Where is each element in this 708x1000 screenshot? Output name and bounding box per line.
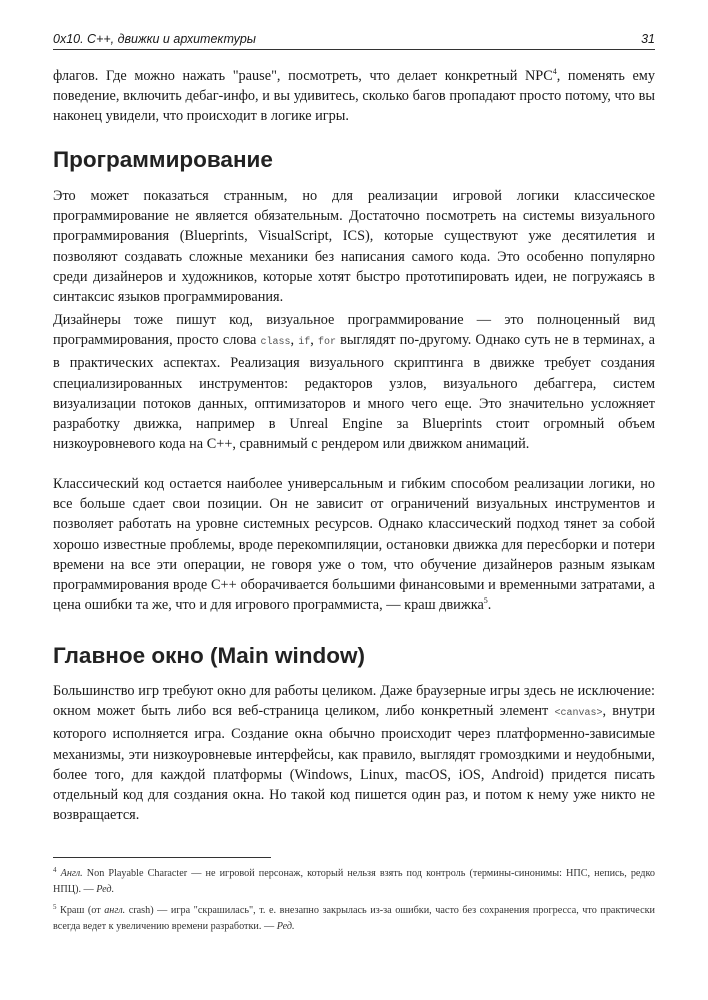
chapter-title: 0x10. C++, движки и архитектуры xyxy=(53,32,256,46)
programming-paragraph-2: Дизайнеры тоже пишут код, визуальное программирование — это полноценный вид программирования, просто слова class, if, for выглядят по-другому. Однако суть не в терминах, а в практических аспектах. Реализация визуального скриптинга в движке требует создания специализированных инструментов: редакторов узлов, визуального дебаггера, систем визуализации потоков данных, оптимизаторов и много чего еще. Это значительно усложняет разработку движка, например в Unreal Engine за Blueprints стоит огромный объем низкоуровневого кода на C++, сравнимый с рендером или движком анимаций. xyxy=(53,312,655,453)
heading-main-window: Главное окно (Main window) xyxy=(53,643,365,668)
footnote-divider xyxy=(53,857,271,858)
code-canvas: <canvas> xyxy=(554,708,603,720)
code-for: for xyxy=(318,337,337,349)
main-window-paragraph: Большинство игр требуют окно для работы целиком. Даже браузерные игры здесь не исключение: окном может быть либо вся веб-страница целиком, либо конкретный элемент <canvas>, внутри которого исполняется игра. Создание окна обычно происходит через платформенно-зависимые механизмы, эти низкоуровневые интерфейсы, как правило, выглядят громоздкими и неудобными, более того, для каждой платформы (Windows, Linux, macOS, iOS, Android) придется писать отдельный код для создания окна. Но такой код пишется один раз, и потом к нему уже никто не возвращается. xyxy=(53,683,655,824)
page-number: 31 xyxy=(641,32,655,46)
footnote-4: $^4$ Англ. Non Playable Character — не игровой персонаж, который нельзя взять под контроль (термины-синонимы: НПС, непись, редко НПЦ). — Ред. xyxy=(53,866,656,895)
heading-programming: Программирование xyxy=(53,147,273,172)
running-header xyxy=(53,27,655,50)
programming-paragraph-1: Это может показаться странным, но для реализации игровой логики классическое программирование не является обязательным. Достаточно посмотреть на системы визуального программирования (Blueprints, VisualScript, ICS), которые существуют уже десятилетия и позволяют создавать сложные механики без написания самого кода. Это особенно популярно среди дизайнеров и художников, которые хотят быстро прототипировать идеи, не погружаясь в синтаксис языков программирования. xyxy=(53,188,655,306)
footnote-ref-5[interactable]: 5 xyxy=(483,596,488,606)
code-class: class xyxy=(260,337,291,349)
programming-paragraph-3: Классический код остается наиболее универсальным и гибким способом реализации логики, но все больше сдает свои позиции. Он не зависит от ограничений визуальных инструментов и позволяет работать на уровне системных ресурсов. Однако классический подход тянет за собой хорошо известные проблемы, вроде перекомпиляции, остановки движка для пересборки и потери времени на все эти операции, не говоря уже о том, что обучение дизайнеров разным языкам программирования вроде C++ оборачивается большими финансовыми и временными затратами, а цена ошибки та же, что и для игрового программиста, — краш движка$^5$. xyxy=(53,476,655,614)
footnote-5: $^5$ Краш (от англ. crash) — игра "скрашилась", т. е. внезапно закрылась из-за ошибки, часто без сохранения прогресса, что практически всегда ведет к увеличению времени разработки. — Ред. xyxy=(53,903,655,932)
intro-paragraph: флагов. Где можно нажать "pause", посмотреть, что делает конкретный NPC$^4$, поменять ему поведение, включить дебаг-инфо, и вы удивитесь, сколько багов пропадают просто потому, что вы наконец увидели, что происходит в логике игры. xyxy=(53,67,655,125)
footnote-ref-4[interactable]: 4 xyxy=(552,67,557,76)
code-if: if xyxy=(298,337,311,349)
